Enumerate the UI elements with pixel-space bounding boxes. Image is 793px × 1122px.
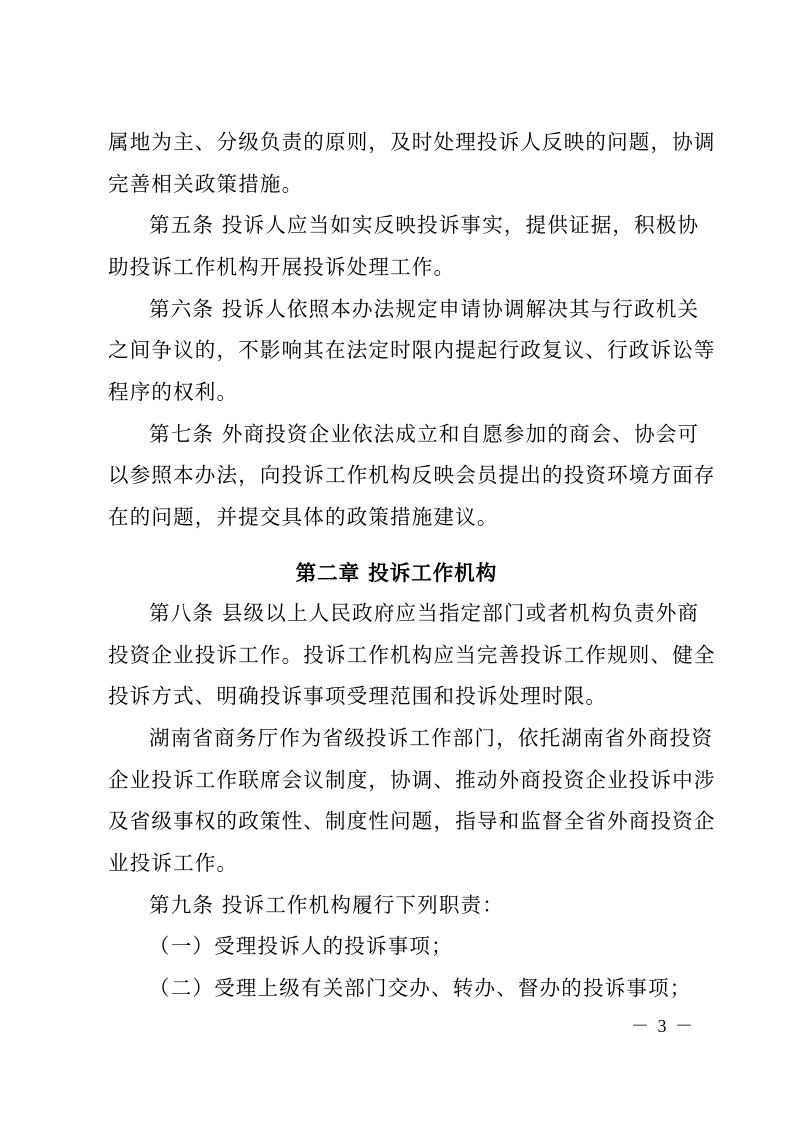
text-line: 助投诉工作机构开展投诉处理工作。	[108, 255, 456, 279]
page-number: － 3 －	[631, 1016, 695, 1036]
text-line: 完善相关政策措施。	[108, 172, 304, 196]
text-line: 投资企业投诉工作。投诉工作机构应当完善投诉工作规则、健全	[108, 643, 716, 667]
chapter-heading: 第二章 投诉工作机构	[295, 561, 498, 585]
article-5-line: 第五条 投诉人应当如实反映投诉事实，提供证据，积极协	[149, 213, 700, 237]
article-8-line: 第八条 县级以上人民政府应当指定部门或者机构负责外商	[149, 601, 700, 625]
text-line: 属地为主、分级负责的原则，及时处理投诉人反映的问题，协调	[108, 130, 716, 154]
article-9-line: 第九条 投诉工作机构履行下列职责：	[149, 893, 504, 917]
text-line: 及省级事权的政策性、制度性问题，指导和监督全省外商投资企	[108, 809, 716, 833]
text-line: 湖南省商务厅作为省级投诉工作部门，依托湖南省外商投资	[149, 726, 714, 750]
text-line: 程序的权利。	[108, 380, 239, 404]
text-line: 投诉方式、明确投诉事项受理范围和投诉处理时限。	[108, 684, 608, 708]
list-item: （一）受理投诉人的投诉事项；	[149, 934, 453, 958]
text-line: 以参照本办法，向投诉工作机构反映会员提出的投资环境方面存	[108, 463, 716, 487]
article-6-line: 第六条 投诉人依照本办法规定申请协调解决其与行政机关	[149, 297, 700, 321]
text-line: 业投诉工作。	[108, 851, 239, 875]
list-item: （二）受理上级有关部门交办、转办、督办的投诉事项；	[149, 976, 692, 1000]
text-line: 在的问题，并提交具体的政策措施建议。	[108, 505, 499, 529]
text-line: 之间争议的，不影响其在法定时限内提起行政复议、行政诉讼等	[108, 338, 716, 362]
text-line: 企业投诉工作联席会议制度，协调、推动外商投资企业投诉中涉	[108, 768, 716, 792]
article-7-line: 第七条 外商投资企业依法成立和自愿参加的商会、协会可	[149, 422, 700, 446]
